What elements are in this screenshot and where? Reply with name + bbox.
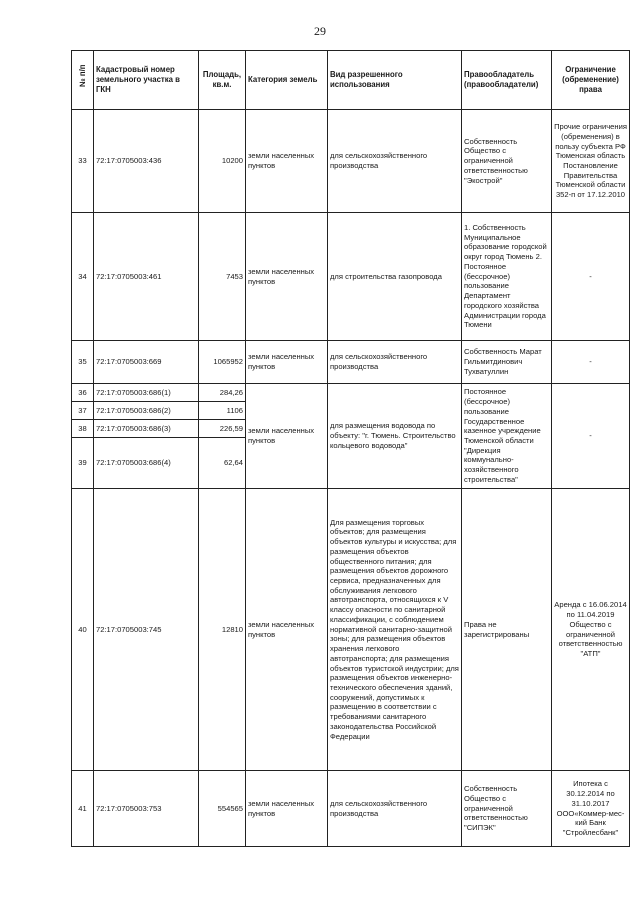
cell-owner: Собственность Общество с ограниченной ответственностью "Экострой" bbox=[462, 110, 552, 213]
cell-num: 36 bbox=[72, 384, 94, 402]
cell-num: 33 bbox=[72, 110, 94, 213]
cell-cadastral: 72:17:0705003:686(4) bbox=[94, 438, 199, 489]
cell-area: 284,26 bbox=[199, 384, 246, 402]
cell-cadastral: 72:17:0705003:753 bbox=[94, 771, 199, 847]
cell-num: 39 bbox=[72, 438, 94, 489]
cell-owner: Постоянное (бессрочное) пользование Государственное казенное учреждение Тюменской области "Дирекция коммунально-хозяйственного строительства" bbox=[462, 384, 552, 489]
cell-category: земли населенных пунктов bbox=[246, 489, 328, 771]
land-plots-table bbox=[71, 50, 630, 847]
cell-limit: - bbox=[552, 341, 630, 384]
header-category: Категория земель bbox=[246, 51, 328, 110]
cell-area: 554565 bbox=[199, 771, 246, 847]
table-row bbox=[72, 489, 630, 771]
cell-num: 40 bbox=[72, 489, 94, 771]
cell-limit: Ипотека с 30.12.2014 по 31.10.2017 ООО«Коммер-мес-кий Банк "Стройлесбанк" bbox=[552, 771, 630, 847]
cell-limit: Аренда с 16.06.2014 по 11.04.2019 Общество с ограниченной ответственностью "АТП" bbox=[552, 489, 630, 771]
cell-cadastral: 72:17:0705003:686(3) bbox=[94, 420, 199, 438]
table-row bbox=[72, 213, 630, 341]
cell-use: для сельскохозяйственного производства bbox=[328, 771, 462, 847]
cell-area: 62,64 bbox=[199, 438, 246, 489]
table-row bbox=[72, 384, 630, 402]
header-limit: Ограничение (обременение) права bbox=[552, 51, 630, 110]
cell-category: земли населенных пунктов bbox=[246, 384, 328, 489]
cell-category: земли населенных пунктов bbox=[246, 110, 328, 213]
cell-num: 37 bbox=[72, 402, 94, 420]
header-use: Вид разрешенного использования bbox=[328, 51, 462, 110]
cell-area: 12810 bbox=[199, 489, 246, 771]
header-num: № п/п bbox=[72, 51, 94, 110]
cell-cadastral: 72:17:0705003:436 bbox=[94, 110, 199, 213]
cell-category: земли населенных пунктов bbox=[246, 341, 328, 384]
cell-category: земли населенных пунктов bbox=[246, 213, 328, 341]
cell-use: Для размещения торговых объектов; для размещения объектов культуры и искусства; для размещения объектов общественного питания; для размещения объектов дорожного сервиса, предназначенных для обслуживания легкового автотранспорта, относящихся к V классу опасности по санитарной классификации, с соблюдением нормативной санитарно-защитной зоны; для размещения объектов хранения легкового автотранспорта; для размещения объектов туристской индустрии; для размещения объектов инженерно-технического обеспечения зданий, сооружений, допустимых к размещению в соответствии с требованиями санитарного законодательства Российской Федерации bbox=[328, 489, 462, 771]
cell-category: земли населенных пунктов bbox=[246, 771, 328, 847]
cell-area: 7453 bbox=[199, 213, 246, 341]
cell-cadastral: 72:17:0705003:686(2) bbox=[94, 402, 199, 420]
cell-owner: Собственность Общество с ограниченной ответственностью "СИПЭК" bbox=[462, 771, 552, 847]
cell-cadastral: 72:17:0705003:745 bbox=[94, 489, 199, 771]
header-owner: Правообладатель (правообладатели) bbox=[462, 51, 552, 110]
cell-num: 38 bbox=[72, 420, 94, 438]
cell-use: для сельскохозяйственного производства bbox=[328, 341, 462, 384]
header-cadastral: Кадастровый номер земельного участка в ГКН bbox=[94, 51, 199, 110]
table-row bbox=[72, 341, 630, 384]
cell-use: для размещения водовода по объекту: "г. Тюмень. Строительство кольцевого водовода" bbox=[328, 384, 462, 489]
cell-area: 1106 bbox=[199, 402, 246, 420]
cell-area: 1065952 bbox=[199, 341, 246, 384]
table-row bbox=[72, 771, 630, 847]
header-area: Площадь, кв.м. bbox=[199, 51, 246, 110]
cell-limit: - bbox=[552, 384, 630, 489]
cell-area: 10200 bbox=[199, 110, 246, 213]
cell-owner: 1. Собственность Муниципальное образование городской округ город Тюмень 2. Постоянное (бессрочное) пользование Департамент городского хозяйства Администрации города Тюмени bbox=[462, 213, 552, 341]
cell-cadastral: 72:17:0705003:686(1) bbox=[94, 384, 199, 402]
cell-owner: Собственность Марат Гильмитдинович Тухватуллин bbox=[462, 341, 552, 384]
cell-use: для строительства газопровода bbox=[328, 213, 462, 341]
cell-limit: - bbox=[552, 213, 630, 341]
cell-use: для сельскохозяйственного производства bbox=[328, 110, 462, 213]
table-row bbox=[72, 110, 630, 213]
cell-num: 34 bbox=[72, 213, 94, 341]
cell-num: 35 bbox=[72, 341, 94, 384]
page-number: 29 bbox=[314, 24, 326, 38]
cell-area: 226,59 bbox=[199, 420, 246, 438]
cell-cadastral: 72:17:0705003:669 bbox=[94, 341, 199, 384]
cell-limit: Прочие ограничения (обременения) в пользу субъекта РФ Тюменская область Постановление Правительства Тюменской области 352-п от 17.12.2010 bbox=[552, 110, 630, 213]
header-row bbox=[72, 51, 630, 110]
cell-owner: Права не зарегистрированы bbox=[462, 489, 552, 771]
cell-num: 41 bbox=[72, 771, 94, 847]
cell-cadastral: 72:17:0705003:461 bbox=[94, 213, 199, 341]
